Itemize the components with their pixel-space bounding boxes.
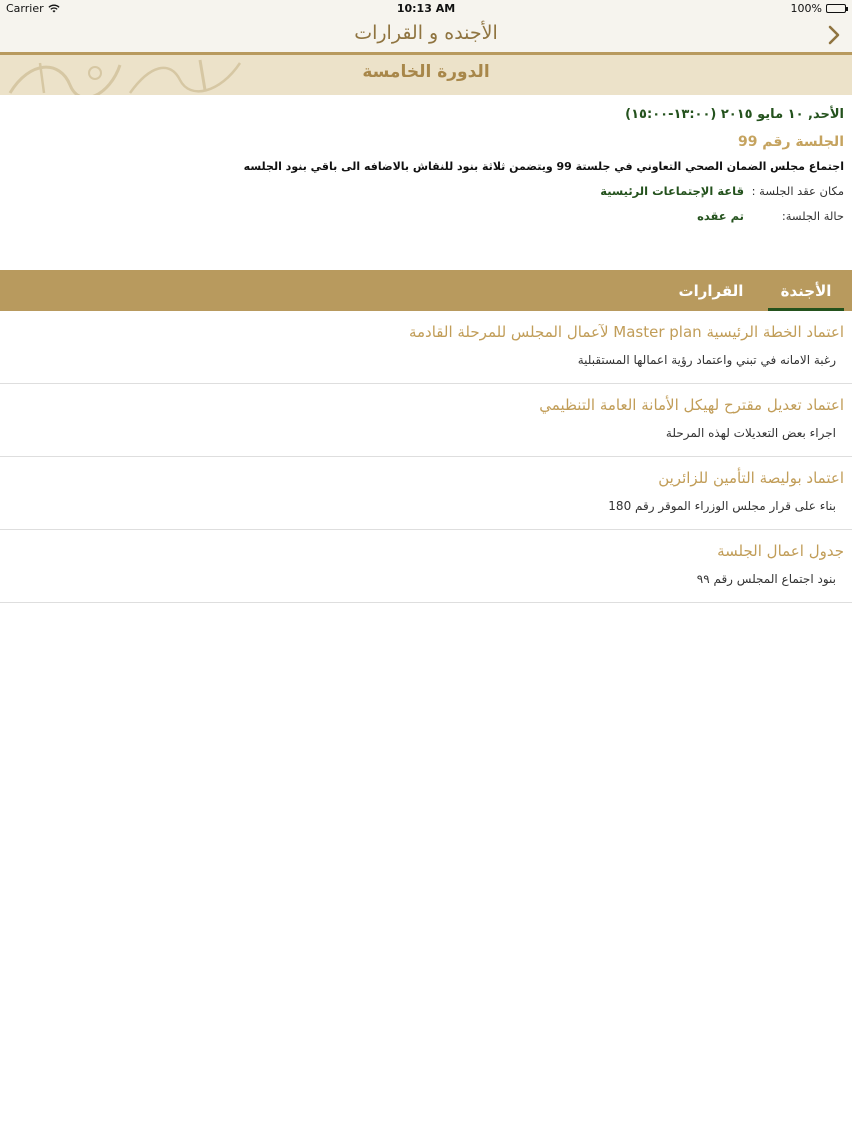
- battery-percent: 100%: [790, 2, 822, 15]
- status-value: تم عقده: [697, 209, 744, 223]
- agenda-item-subtitle: بنود اجتماع المجلس رقم ٩٩: [696, 572, 836, 586]
- list-item[interactable]: [0, 384, 852, 457]
- status-label: حالة الجلسة:: [781, 209, 844, 223]
- session-details: [0, 95, 852, 231]
- agenda-item-title: اعتماد تعديل مقترح لهيكل الأمانة العامة التنظيمي: [539, 396, 844, 414]
- session-number: الجلسة رقم 99: [737, 134, 844, 150]
- back-button[interactable]: [820, 20, 848, 50]
- location-row: [8, 181, 844, 206]
- battery-icon: [826, 4, 846, 13]
- agenda-item-subtitle: بناء على قرار مجلس الوزراء الموقر رقم 180: [608, 499, 836, 513]
- agenda-item-subtitle: رغبة الامانه في تبني واعتماد رؤية اعمالها المستقبلية: [577, 353, 836, 367]
- tab-bar: [0, 270, 852, 311]
- list-item[interactable]: [0, 311, 852, 384]
- battery-indicator: [791, 2, 846, 15]
- session-banner: [0, 55, 852, 95]
- tab-decisions[interactable]: القرارات: [678, 281, 744, 300]
- chevron-right-icon: [827, 25, 841, 45]
- agenda-list: [0, 311, 852, 603]
- navigation-bar: [0, 18, 852, 52]
- session-cycle-title: الدورة الخامسة: [362, 62, 490, 82]
- status-row: [8, 206, 844, 231]
- list-item[interactable]: [0, 457, 852, 530]
- session-date: الأحد, ١٠ مايو ٢٠١٥ (١٣:٠٠-١٥:٠٠): [625, 107, 844, 122]
- tab-agenda[interactable]: الأجندة: [768, 270, 844, 311]
- location-label: مكان عقد الجلسة :: [751, 184, 844, 198]
- agenda-item-title: اعتماد بوليصة التأمين للزائرين: [658, 469, 844, 487]
- location-value: قاعة الإجتماعات الرئيسية: [600, 184, 744, 198]
- agenda-item-title: اعتماد الخطة الرئيسية Master plan لآعمال المجلس للمرحلة القادمة: [408, 323, 844, 341]
- carrier-label: Carrier: [6, 2, 44, 15]
- clock: 10:13 AM: [396, 2, 456, 15]
- list-item[interactable]: [0, 530, 852, 603]
- agenda-item-subtitle: اجراء بعض التعديلات لهذه المرحلة: [665, 426, 836, 440]
- session-description: اجتماع مجلس الضمان الصحي التعاوني في جلستة 99 ويتضمن ثلاثة بنود للنقاش بالاضافه الى باقي بنود الجلسه: [243, 160, 844, 173]
- agenda-item-title: جدول اعمال الجلسة: [717, 542, 844, 560]
- status-bar: [0, 0, 852, 18]
- page-title: الأجنده و القرارات: [354, 22, 498, 44]
